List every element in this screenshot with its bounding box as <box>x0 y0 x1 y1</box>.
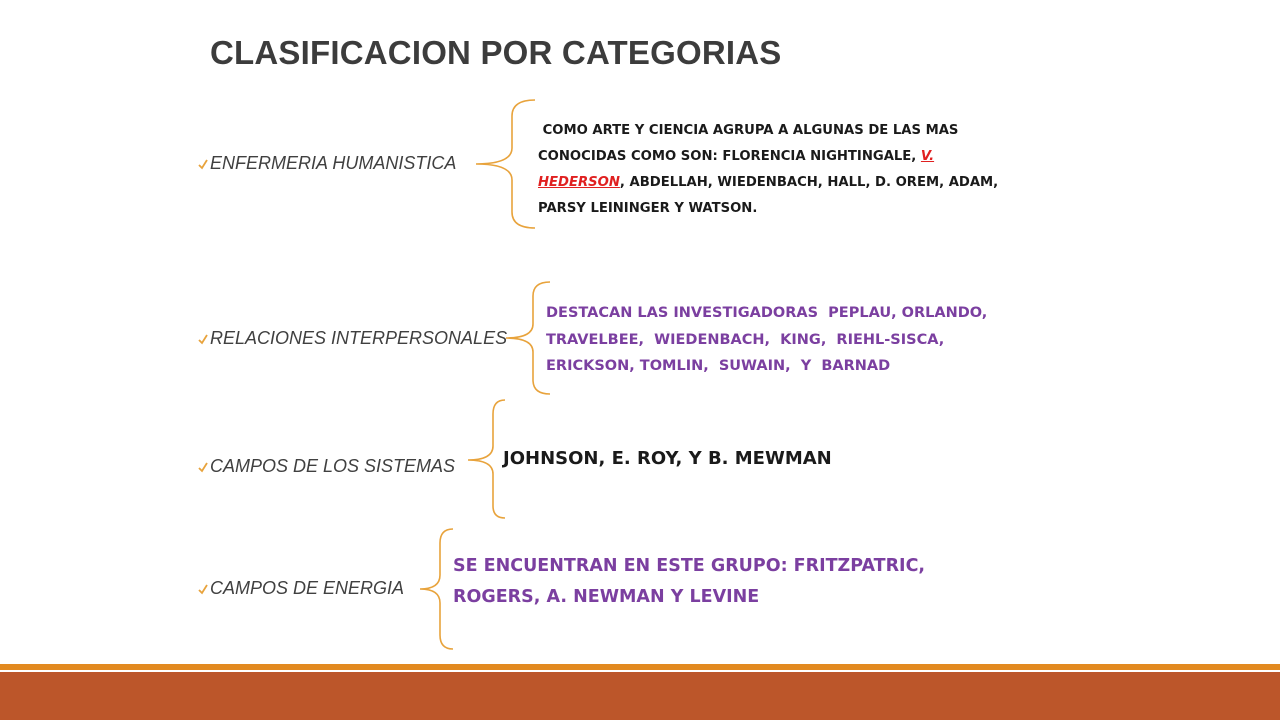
description-campos-de-energia <box>453 551 925 613</box>
category-label: CAMPOS DE ENERGIA <box>210 578 405 598</box>
category-enfermeria-humanistica <box>198 153 456 174</box>
description-line <box>538 170 998 196</box>
category-label: RELACIONES INTERPERSONALES <box>210 328 508 348</box>
slide-title: CLASIFICACION POR CATEGORIAS <box>210 34 782 71</box>
footer-stripe-thick <box>0 672 1280 720</box>
description-text: , ABDELLAH, WIEDENBACH, HALL, D. OREM, ADAM, <box>619 175 999 190</box>
checkmark-icon <box>198 461 208 473</box>
description-relaciones-interpersonales <box>546 300 987 380</box>
description-line: COMO ARTE Y CIENCIA AGRUPA A ALGUNAS DE LAS MAS <box>538 123 959 138</box>
description-line: TRAVELBEE, WIEDENBACH, KING, RIEHL-SISCA, <box>546 331 945 348</box>
description-line: JOHNSON, E. ROY, Y B. MEWMAN <box>503 448 832 469</box>
description-campos-de-los-sistemas <box>503 448 832 469</box>
description-line: SE ENCUENTRAN EN ESTE GRUPO: FRITZPATRIC, <box>453 556 926 576</box>
description-enfermeria-humanistica <box>538 118 998 222</box>
author-link: HEDERSON <box>538 175 620 190</box>
curly-brace <box>414 527 458 653</box>
category-relaciones-interpersonales <box>198 328 507 349</box>
checkmark-icon <box>198 583 208 595</box>
category-campos-de-los-sistemas <box>198 456 455 477</box>
description-line: PARSY LEININGER Y WATSON. <box>538 201 758 216</box>
curly-brace <box>470 98 540 230</box>
description-line <box>538 144 998 170</box>
checkmark-icon <box>198 333 208 345</box>
author-link: V. <box>920 149 935 164</box>
description-line: ERICKSON, TOMLIN, SUWAIN, Y BARNAD <box>546 358 891 374</box>
category-label: ENFERMERIA HUMANISTICA <box>210 153 457 173</box>
description-line: ROGERS, A. NEWMAN Y LEVINE <box>453 587 760 607</box>
category-label: CAMPOS DE LOS SISTEMAS <box>210 456 456 476</box>
checkmark-icon <box>198 158 208 170</box>
footer-stripe-thin <box>0 664 1280 670</box>
category-campos-de-energia <box>198 578 404 599</box>
description-text: CONOCIDAS COMO SON: FLORENCIA NIGHTINGALE, <box>538 149 921 164</box>
description-line: DESTACAN LAS INVESTIGADORAS PEPLAU, ORLANDO, <box>546 305 988 321</box>
